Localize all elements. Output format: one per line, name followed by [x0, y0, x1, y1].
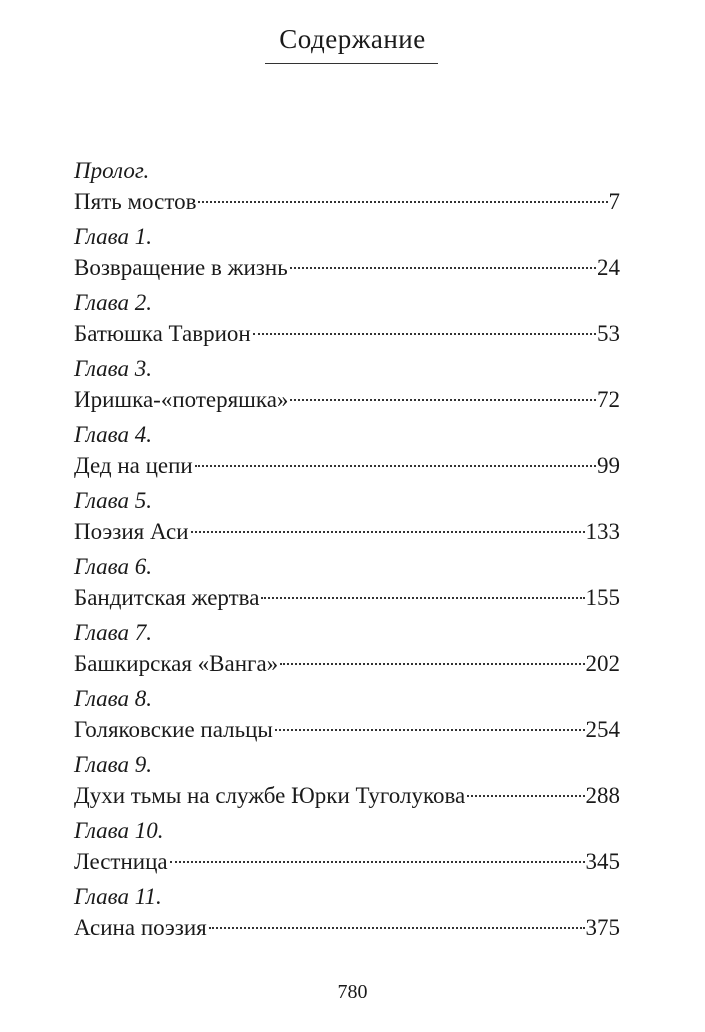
chapter-title: Батюшка Таврион	[74, 321, 251, 346]
chapter-title: Лестница	[74, 849, 168, 874]
toc-entry	[74, 288, 620, 354]
chapter-title: Иришка-«потеряшка»	[74, 387, 289, 412]
toc-entry	[74, 750, 620, 816]
toc-entry	[74, 552, 620, 618]
chapter-title: Дед на цепи	[74, 453, 193, 478]
chapter-title: Башкирская «Ванга»	[74, 651, 279, 676]
dot-leader	[261, 597, 584, 599]
chapter-title: Асина поэзия	[74, 915, 207, 940]
chapter-label: Глава 2.	[74, 290, 152, 315]
toc-entry	[74, 882, 620, 948]
page-title: Содержание	[279, 24, 426, 54]
chapter-label: Глава 1.	[74, 224, 152, 249]
page-number-ref: 288	[585, 783, 620, 808]
page-number-ref: 155	[585, 585, 620, 610]
dot-leader	[280, 663, 584, 665]
chapter-title: Пять мостов	[74, 189, 197, 214]
page-number-ref: 72	[597, 387, 620, 412]
dot-leader	[195, 465, 596, 467]
chapter-label: Глава 4.	[74, 422, 152, 447]
toc-entry	[74, 420, 620, 486]
toc-line	[74, 648, 620, 680]
page-number-ref: 133	[585, 519, 620, 544]
chapter-title: Возвращение в жизнь	[74, 255, 288, 280]
toc-line	[74, 780, 620, 812]
chapter-title: Поэзия Аси	[74, 519, 189, 544]
toc-line	[74, 714, 620, 746]
page-number-ref: 345	[585, 849, 620, 874]
table-of-contents	[74, 156, 620, 948]
toc-line	[74, 846, 620, 878]
toc-entry	[74, 486, 620, 552]
title-underline	[265, 63, 438, 64]
toc-line	[74, 582, 620, 614]
toc-entry	[74, 618, 620, 684]
dot-leader	[253, 333, 596, 335]
chapter-title: Духи тьмы на службе Юрки Туголукова	[74, 783, 466, 808]
toc-entry	[74, 156, 620, 222]
toc-line	[74, 384, 620, 416]
dot-leader	[290, 267, 596, 269]
chapter-label: Глава 9.	[74, 752, 152, 777]
dot-leader	[275, 729, 585, 731]
chapter-label: Глава 8.	[74, 686, 152, 711]
toc-line	[74, 186, 620, 218]
toc-line	[74, 516, 620, 548]
toc-line	[74, 252, 620, 284]
dot-leader	[209, 927, 585, 929]
dot-leader	[290, 399, 596, 401]
dot-leader	[467, 795, 584, 797]
chapter-label: Глава 7.	[74, 620, 152, 645]
dot-leader	[198, 201, 607, 203]
chapter-label: Глава 11.	[74, 884, 162, 909]
chapter-label: Глава 6.	[74, 554, 152, 579]
page-number-ref: 202	[585, 651, 620, 676]
chapter-title: Голяковские пальцы	[74, 717, 273, 742]
toc-line	[74, 450, 620, 482]
toc-entry	[74, 222, 620, 288]
chapter-label: Глава 10.	[74, 818, 164, 843]
page-number-ref: 254	[585, 717, 620, 742]
page-number-ref: 53	[597, 321, 620, 346]
chapter-label: Глава 5.	[74, 488, 152, 513]
dot-leader	[191, 531, 585, 533]
toc-entry	[74, 684, 620, 750]
toc-entry	[74, 354, 620, 420]
chapter-title: Бандитская жертва	[74, 585, 260, 610]
toc-line	[74, 912, 620, 944]
toc-entry	[74, 816, 620, 882]
chapter-label: Глава 3.	[74, 356, 152, 381]
dot-leader	[170, 861, 585, 863]
page-number-ref: 99	[597, 453, 620, 478]
toc-line	[74, 318, 620, 350]
page-number-ref: 375	[585, 915, 620, 940]
chapter-label: Пролог.	[74, 158, 150, 183]
page-number: 780	[337, 981, 368, 1003]
page-number-ref: 7	[608, 189, 620, 214]
page-number-ref: 24	[597, 255, 620, 280]
